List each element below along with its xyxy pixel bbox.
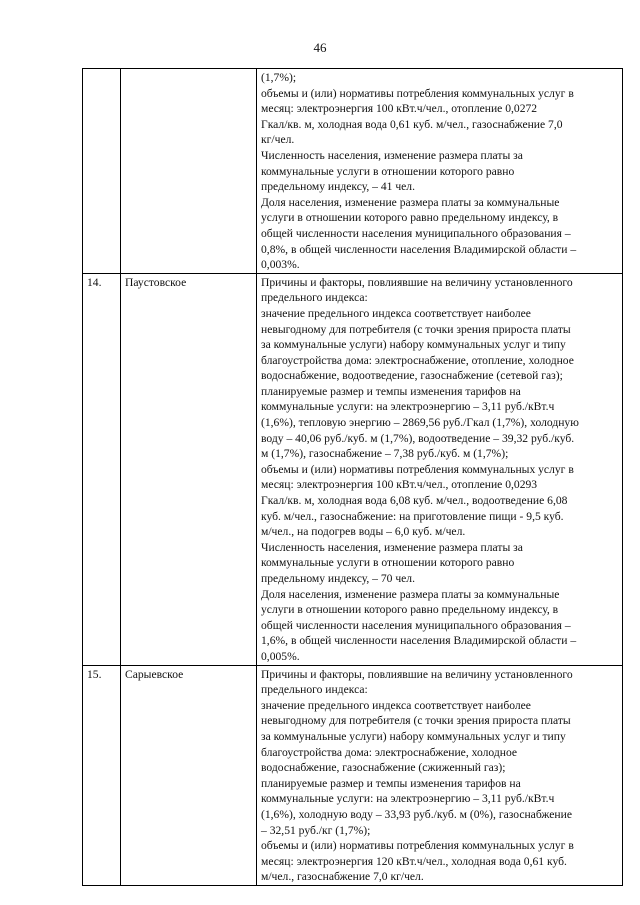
description-line: общей численности населения муниципального образования – bbox=[261, 226, 571, 240]
description-line: месяц: электроэнергия 100 кВт.ч/чел., отопление 0,0272 bbox=[261, 102, 538, 116]
description-line: м (1,7%), газоснабжение – 7,38 руб./куб. м (1,7%); bbox=[261, 447, 509, 461]
description-line: предельному индексу, – 41 чел. bbox=[261, 180, 415, 194]
description-cell bbox=[257, 273, 623, 665]
description-line: коммунальные услуги в отношении которого равно bbox=[261, 556, 515, 570]
description-line: водоснабжение, водоотведение, газоснабжение (сетевой газ); bbox=[261, 369, 563, 383]
description-line: Численность населения, изменение размера платы за bbox=[261, 148, 523, 162]
description-line: невыгодному для потребителя (с точки зрения прироста платы bbox=[261, 322, 571, 336]
description-line: предельному индексу, – 70 чел. bbox=[261, 572, 415, 585]
description-line: Гкал/кв. м, холодная вода 0,61 куб. м/чел., газоснабжение 7,0 bbox=[261, 117, 563, 131]
description-line: объемы и (или) нормативы потребления коммунальных услуг в bbox=[261, 462, 574, 476]
description-line: – 32,51 руб./кг (1,7%); bbox=[261, 823, 371, 837]
description-line: Гкал/кв. м, холодная вода 6,08 куб. м/чел., водоотведение 6,08 bbox=[261, 494, 568, 508]
description-line: воду – 40,06 руб./куб. м (1,7%), водоотведение – 39,32 руб./куб. bbox=[261, 431, 575, 445]
municipality-name: Паустовское bbox=[121, 273, 257, 665]
table-row bbox=[83, 69, 623, 274]
municipality-table bbox=[82, 68, 623, 886]
description-line: коммунальные услуги в отношении которого равно bbox=[261, 164, 515, 178]
description-line: куб. м/чел., газоснабжение: на приготовление пищи - 9,5 куб. bbox=[261, 509, 564, 523]
row-number: 15. bbox=[83, 665, 121, 885]
row-number bbox=[83, 69, 121, 274]
description-line: водоснабжение, газоснабжение (сжиженный газ); bbox=[261, 761, 506, 775]
description-line: планируемые размер и темпы изменения тарифов на bbox=[261, 776, 521, 790]
description-line: благоустройства дома: электроснабжение, отопление, холодное bbox=[261, 353, 574, 367]
description-line: кг/чел. bbox=[261, 133, 295, 147]
description-line: месяц: электроэнергия 100 кВт.ч/чел., отопление 0,0293 bbox=[261, 478, 538, 492]
page-number: 46 bbox=[313, 40, 327, 55]
description-line: услуги в отношении которого равно предельному индексу, в bbox=[261, 211, 559, 225]
description-line: общей численности населения муниципального образования – bbox=[261, 618, 571, 632]
description-line: за коммунальные услуги) набору коммунальных услуг и типу bbox=[261, 729, 566, 743]
description-line: 0,8%, в общей численности населения Владимирской области – bbox=[261, 242, 577, 256]
description-line: коммунальные услуги: на электроэнергию – 3,11 руб./кВт.ч bbox=[261, 792, 555, 806]
description-line: Доля населения, изменение размера платы за коммунальные bbox=[261, 195, 560, 209]
description-line: за коммунальные услуги) набору коммунальных услуг и типу bbox=[261, 338, 566, 352]
description-line: значение предельного индекса соответствует наиболее bbox=[261, 306, 531, 320]
row-number: 14. bbox=[83, 273, 121, 665]
description-line: Причины и факторы, повлиявшие на величину установленного bbox=[261, 667, 573, 681]
description-line: объемы и (или) нормативы потребления коммунальных услуг в bbox=[261, 86, 574, 100]
description-line: объемы и (или) нормативы потребления коммунальных услуг в bbox=[261, 839, 574, 853]
municipality-name bbox=[121, 69, 257, 274]
description-line: 1,6%, в общей численности населения Владимирской области – bbox=[261, 634, 577, 648]
description-line: Доля населения, изменение размера платы за коммунальные bbox=[261, 587, 560, 601]
description-line: коммунальные услуги: на электроэнергию – 3,11 руб./кВт.ч bbox=[261, 400, 555, 414]
description-cell bbox=[257, 69, 623, 274]
municipality-name: Сарыевское bbox=[121, 665, 257, 885]
description-line: благоустройства дома: электроснабжение, холодное bbox=[261, 745, 518, 759]
description-line: м/чел., на подогрев воды – 6,0 куб. м/чел. bbox=[261, 525, 466, 539]
description-line: предельного индекса: bbox=[261, 291, 368, 305]
description-line: м/чел., газоснабжение 7,0 кг/чел. bbox=[261, 870, 424, 884]
description-line: (1,6%), тепловую энергию – 2869,56 руб./Гкал (1,7%), холодную bbox=[261, 416, 579, 430]
description-line: 0,005%. bbox=[261, 649, 300, 663]
description-line: (1,7%); bbox=[261, 71, 297, 84]
description-line: значение предельного индекса соответствует наиболее bbox=[261, 698, 531, 712]
description-line: планируемые размер и темпы изменения тарифов на bbox=[261, 384, 521, 398]
description-line: услуги в отношении которого равно предельному индексу, в bbox=[261, 603, 559, 617]
description-line: Причины и факторы, повлиявшие на величину установленного bbox=[261, 275, 573, 289]
description-line: месяц: электроэнергия 120 кВт.ч/чел., холодная вода 0,61 куб. bbox=[261, 854, 567, 868]
description-cell bbox=[257, 665, 623, 885]
table-row bbox=[83, 273, 623, 665]
description-line: Численность населения, изменение размера платы за bbox=[261, 540, 523, 554]
description-line: 0,003%. bbox=[261, 258, 300, 272]
description-line: (1,6%), холодную воду – 33,93 руб./куб. м (0%), газоснабжение bbox=[261, 807, 572, 821]
table-row bbox=[83, 665, 623, 885]
description-line: невыгодному для потребителя (с точки зрения прироста платы bbox=[261, 714, 571, 728]
description-line: предельного индекса: bbox=[261, 683, 368, 697]
